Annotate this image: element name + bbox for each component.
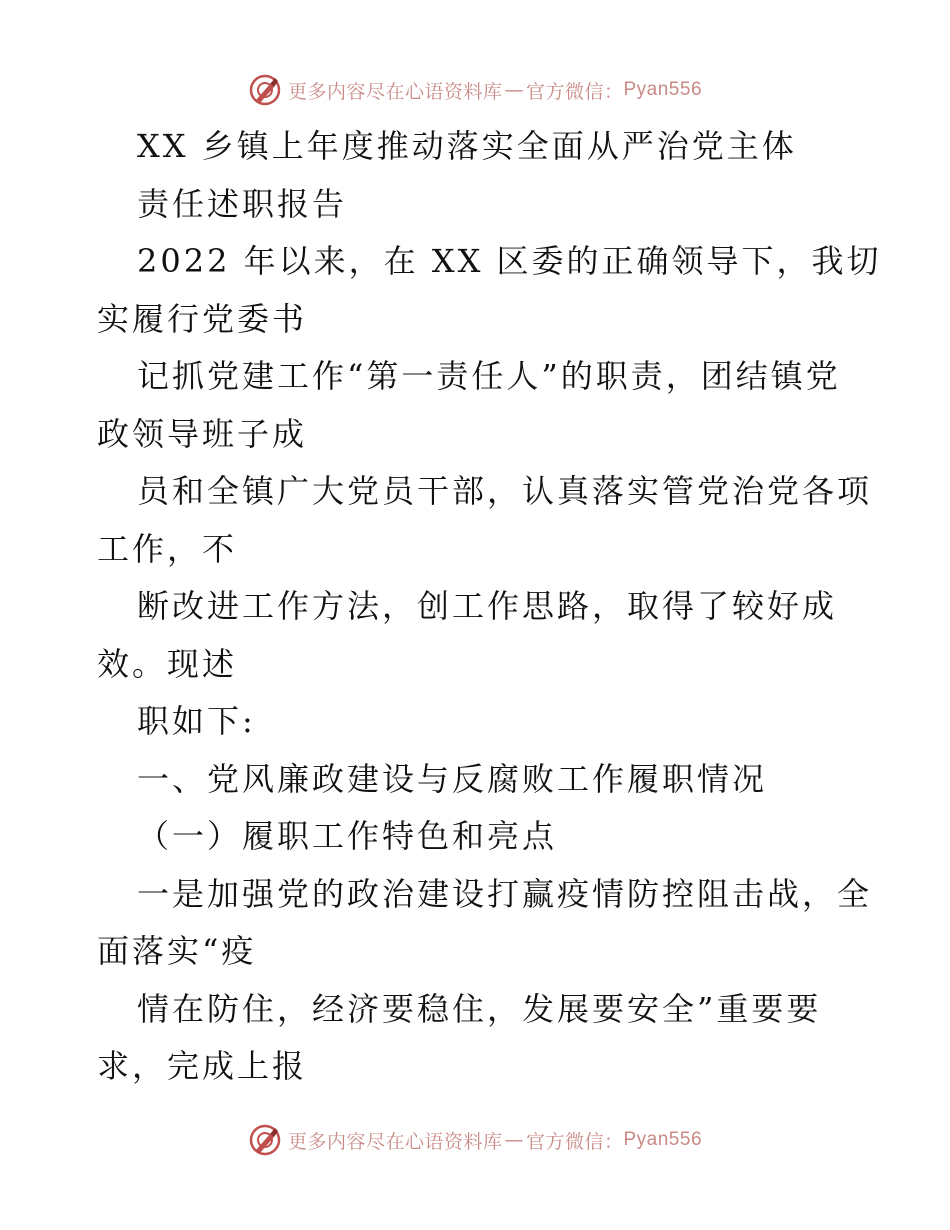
- pen-logo-icon: [248, 73, 282, 107]
- document-line: 记抓党建工作“第一责任人”的职责，团结镇党: [137, 357, 841, 395]
- document-line: 实履行党委书: [97, 299, 308, 338]
- document-body: [97, 118, 882, 1096]
- watermark-handle: Pyan556: [623, 1129, 703, 1150]
- document-line: 情在防住，经济要稳住，发展要安全”重要要: [137, 989, 822, 1028]
- footer-watermark: [0, 1120, 950, 1160]
- header-watermark: [0, 70, 950, 110]
- document-line: 一、党风廉政建设与反腐败工作履职情况: [137, 759, 768, 798]
- document-line: 2022 年以来，在 XX 区委的正确领导下，我切: [137, 242, 882, 280]
- document-line: 效。现述: [97, 644, 238, 683]
- watermark-separator: —: [504, 1129, 524, 1151]
- document-line: 员和全镇广大党员干部，认真落实管党治党各项: [137, 472, 873, 510]
- pen-logo-icon: [248, 1123, 282, 1157]
- document-line: 工作，不: [97, 529, 238, 568]
- watermark-wechat-label: 官方微信：: [525, 1130, 624, 1153]
- watermark-separator: —: [504, 79, 524, 101]
- watermark-text: 更多内容尽在心语资料库: [287, 1130, 503, 1153]
- watermark-text: 更多内容尽在心语资料库: [287, 80, 503, 103]
- watermark-wechat-label: 官方微信：: [525, 80, 624, 103]
- document-line: 责任述职报告: [137, 184, 348, 223]
- watermark-handle: Pyan556: [623, 79, 703, 100]
- document-line: 职如下:: [137, 702, 256, 740]
- document-line: 一是加强党的政治建设打赢疫情防控阻击战，全: [137, 874, 873, 913]
- document-line: XX 乡镇上年度推动落实全面从严治党主体: [137, 127, 797, 165]
- document-line: （一）履职工作特色和亮点: [137, 817, 558, 855]
- document-line: 断改进工作方法，创工作思路，取得了较好成: [137, 587, 838, 625]
- document-line: 政领导班子成: [97, 414, 308, 453]
- document-line: 求，完成上报: [97, 1047, 308, 1085]
- document-line: 面落实“疫: [97, 932, 257, 970]
